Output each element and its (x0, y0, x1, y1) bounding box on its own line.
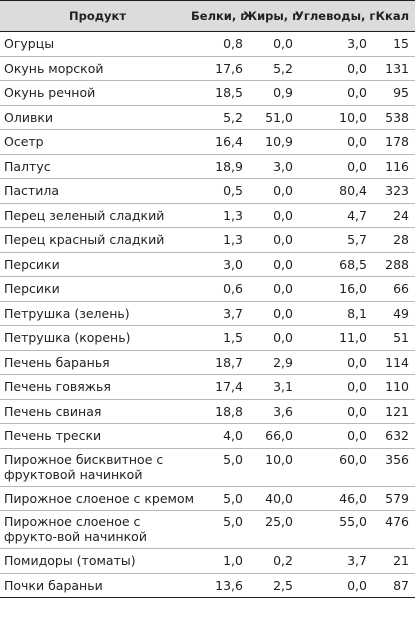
fat-value: 0,0 (273, 305, 293, 321)
protein-value: 18,9 (215, 158, 243, 174)
kcal-value: 51 (393, 330, 409, 346)
product-name: Петрушка (корень) (4, 330, 131, 346)
table-row (0, 302, 415, 327)
carbs-value: 60,0 (339, 451, 367, 467)
kcal-value: 579 (385, 490, 409, 506)
table-row (0, 155, 415, 180)
table-row (0, 277, 415, 302)
fat-value: 5,2 (273, 60, 293, 76)
carbs-value: 68,5 (339, 256, 367, 272)
kcal-value: 538 (385, 109, 409, 125)
product-name: Окунь речной (4, 85, 96, 101)
carbs-value: 0,0 (347, 354, 367, 370)
protein-value: 1,3 (223, 232, 243, 248)
product-name: Почки бараньи (4, 577, 103, 593)
kcal-value: 356 (385, 451, 409, 467)
table-row (0, 57, 415, 82)
protein-value: 18,5 (215, 85, 243, 101)
fat-value: 66,0 (265, 428, 293, 444)
carbs-value: 0,0 (347, 379, 367, 395)
header-protein: Белки, г (191, 9, 247, 23)
kcal-value: 49 (393, 305, 409, 321)
protein-value: 17,6 (215, 60, 243, 76)
table-row (0, 32, 415, 57)
kcal-value: 95 (393, 85, 409, 101)
protein-value: 0,8 (223, 36, 243, 52)
kcal-value: 28 (393, 232, 409, 248)
fat-value: 3,6 (273, 403, 293, 419)
fat-value: 0,0 (273, 207, 293, 223)
carbs-value: 46,0 (339, 490, 367, 506)
header-kcal: Ккал (375, 9, 409, 23)
kcal-value: 87 (393, 577, 409, 593)
product-name: Перец зеленый сладкий (4, 207, 165, 223)
header-carbs: Углеводы, г (295, 9, 376, 23)
product-name: Пастила (4, 183, 59, 199)
table-row (0, 228, 415, 253)
product-name: Петрушка (зелень) (4, 305, 130, 321)
fat-value: 0,9 (273, 85, 293, 101)
product-name: Осетр (4, 134, 44, 150)
protein-value: 3,0 (223, 256, 243, 272)
carbs-value: 10,0 (339, 109, 367, 125)
protein-value: 4,0 (223, 428, 243, 444)
protein-value: 5,0 (223, 490, 243, 506)
product-name: Печень говяжья (4, 379, 111, 395)
fat-value: 0,0 (273, 281, 293, 297)
table-row (0, 449, 415, 487)
kcal-value: 288 (385, 256, 409, 272)
carbs-value: 0,0 (347, 577, 367, 593)
table-row (0, 81, 415, 106)
kcal-value: 21 (393, 553, 409, 569)
table-row (0, 574, 415, 599)
protein-value: 5,0 (223, 514, 243, 529)
table-row (0, 400, 415, 425)
protein-value: 18,8 (215, 403, 243, 419)
carbs-value: 4,7 (347, 207, 367, 223)
kcal-value: 632 (385, 428, 409, 444)
carbs-value: 0,0 (347, 158, 367, 174)
protein-value: 13,6 (215, 577, 243, 593)
carbs-value: 3,0 (347, 36, 367, 52)
kcal-value: 121 (385, 403, 409, 419)
table-row (0, 424, 415, 449)
protein-value: 0,6 (223, 281, 243, 297)
carbs-value: 8,1 (347, 305, 367, 321)
table-body (0, 32, 415, 598)
product-name: Помидоры (томаты) (4, 553, 136, 569)
table-row (0, 130, 415, 155)
kcal-value: 114 (385, 354, 409, 370)
carbs-value: 16,0 (339, 281, 367, 297)
protein-value: 0,5 (223, 183, 243, 199)
product-name: Оливки (4, 109, 53, 125)
fat-value: 2,5 (273, 577, 293, 593)
protein-value: 1,0 (223, 553, 243, 569)
protein-value: 3,7 (223, 305, 243, 321)
product-name: Огурцы (4, 36, 55, 52)
carbs-value: 0,0 (347, 403, 367, 419)
table-row (0, 487, 415, 512)
kcal-value: 116 (385, 158, 409, 174)
table-header (0, 0, 415, 32)
table-row (0, 351, 415, 376)
fat-value: 25,0 (265, 514, 293, 529)
product-name: Перец красный сладкий (4, 232, 165, 248)
product-name: Персики (4, 256, 60, 272)
fat-value: 10,9 (265, 134, 293, 150)
kcal-value: 66 (393, 281, 409, 297)
header-fat: Жиры, г (243, 9, 299, 23)
fat-value: 2,9 (273, 354, 293, 370)
carbs-value: 0,0 (347, 60, 367, 76)
protein-value: 5,0 (223, 451, 243, 467)
kcal-value: 110 (385, 379, 409, 395)
table-row (0, 253, 415, 278)
product-name: Печень трески (4, 428, 102, 444)
kcal-value: 476 (385, 514, 409, 529)
table-row (0, 549, 415, 574)
kcal-value: 178 (385, 134, 409, 150)
table-row (0, 204, 415, 229)
fat-value: 51,0 (265, 109, 293, 125)
fat-value: 0,0 (273, 183, 293, 199)
fat-value: 10,0 (265, 451, 293, 467)
table-row (0, 179, 415, 204)
fat-value: 0,0 (273, 256, 293, 272)
product-name: Пирожное бисквитное с фруктовой начинкой (4, 451, 164, 482)
fat-value: 0,0 (273, 232, 293, 248)
header-product: Продукт (68, 8, 126, 23)
protein-value: 1,5 (223, 330, 243, 346)
protein-value: 17,4 (215, 379, 243, 395)
fat-value: 0,0 (273, 36, 293, 52)
kcal-value: 323 (385, 183, 409, 199)
carbs-value: 0,0 (347, 428, 367, 444)
table-row (0, 326, 415, 351)
kcal-value: 24 (393, 207, 409, 223)
table-row (0, 375, 415, 400)
fat-value: 3,1 (273, 379, 293, 395)
kcal-value: 131 (385, 60, 409, 76)
protein-value: 16,4 (215, 134, 243, 150)
product-name: Пирожное слоеное с кремом (4, 490, 195, 506)
fat-value: 3,0 (273, 158, 293, 174)
carbs-value: 0,0 (347, 134, 367, 150)
product-name: Пирожное слоеное с фрукто-вой начинкой (4, 514, 147, 544)
carbs-value: 3,7 (347, 553, 367, 569)
carbs-value: 11,0 (339, 330, 367, 346)
protein-value: 1,3 (223, 207, 243, 223)
carbs-value: 55,0 (339, 514, 367, 529)
kcal-value: 15 (393, 36, 409, 52)
fat-value: 40,0 (265, 490, 293, 506)
protein-value: 18,7 (215, 354, 243, 370)
protein-value: 5,2 (223, 109, 243, 125)
table-row (0, 106, 415, 131)
product-name: Печень свиная (4, 403, 102, 419)
carbs-value: 5,7 (347, 232, 367, 248)
carbs-value: 80,4 (339, 183, 367, 199)
carbs-value: 0,0 (347, 85, 367, 101)
fat-value: 0,2 (273, 553, 293, 569)
product-name: Окунь морской (4, 60, 104, 76)
product-name: Палтус (4, 158, 51, 174)
table-row (0, 511, 415, 549)
fat-value: 0,0 (273, 330, 293, 346)
product-name: Печень баранья (4, 354, 110, 370)
product-name: Персики (4, 281, 60, 297)
